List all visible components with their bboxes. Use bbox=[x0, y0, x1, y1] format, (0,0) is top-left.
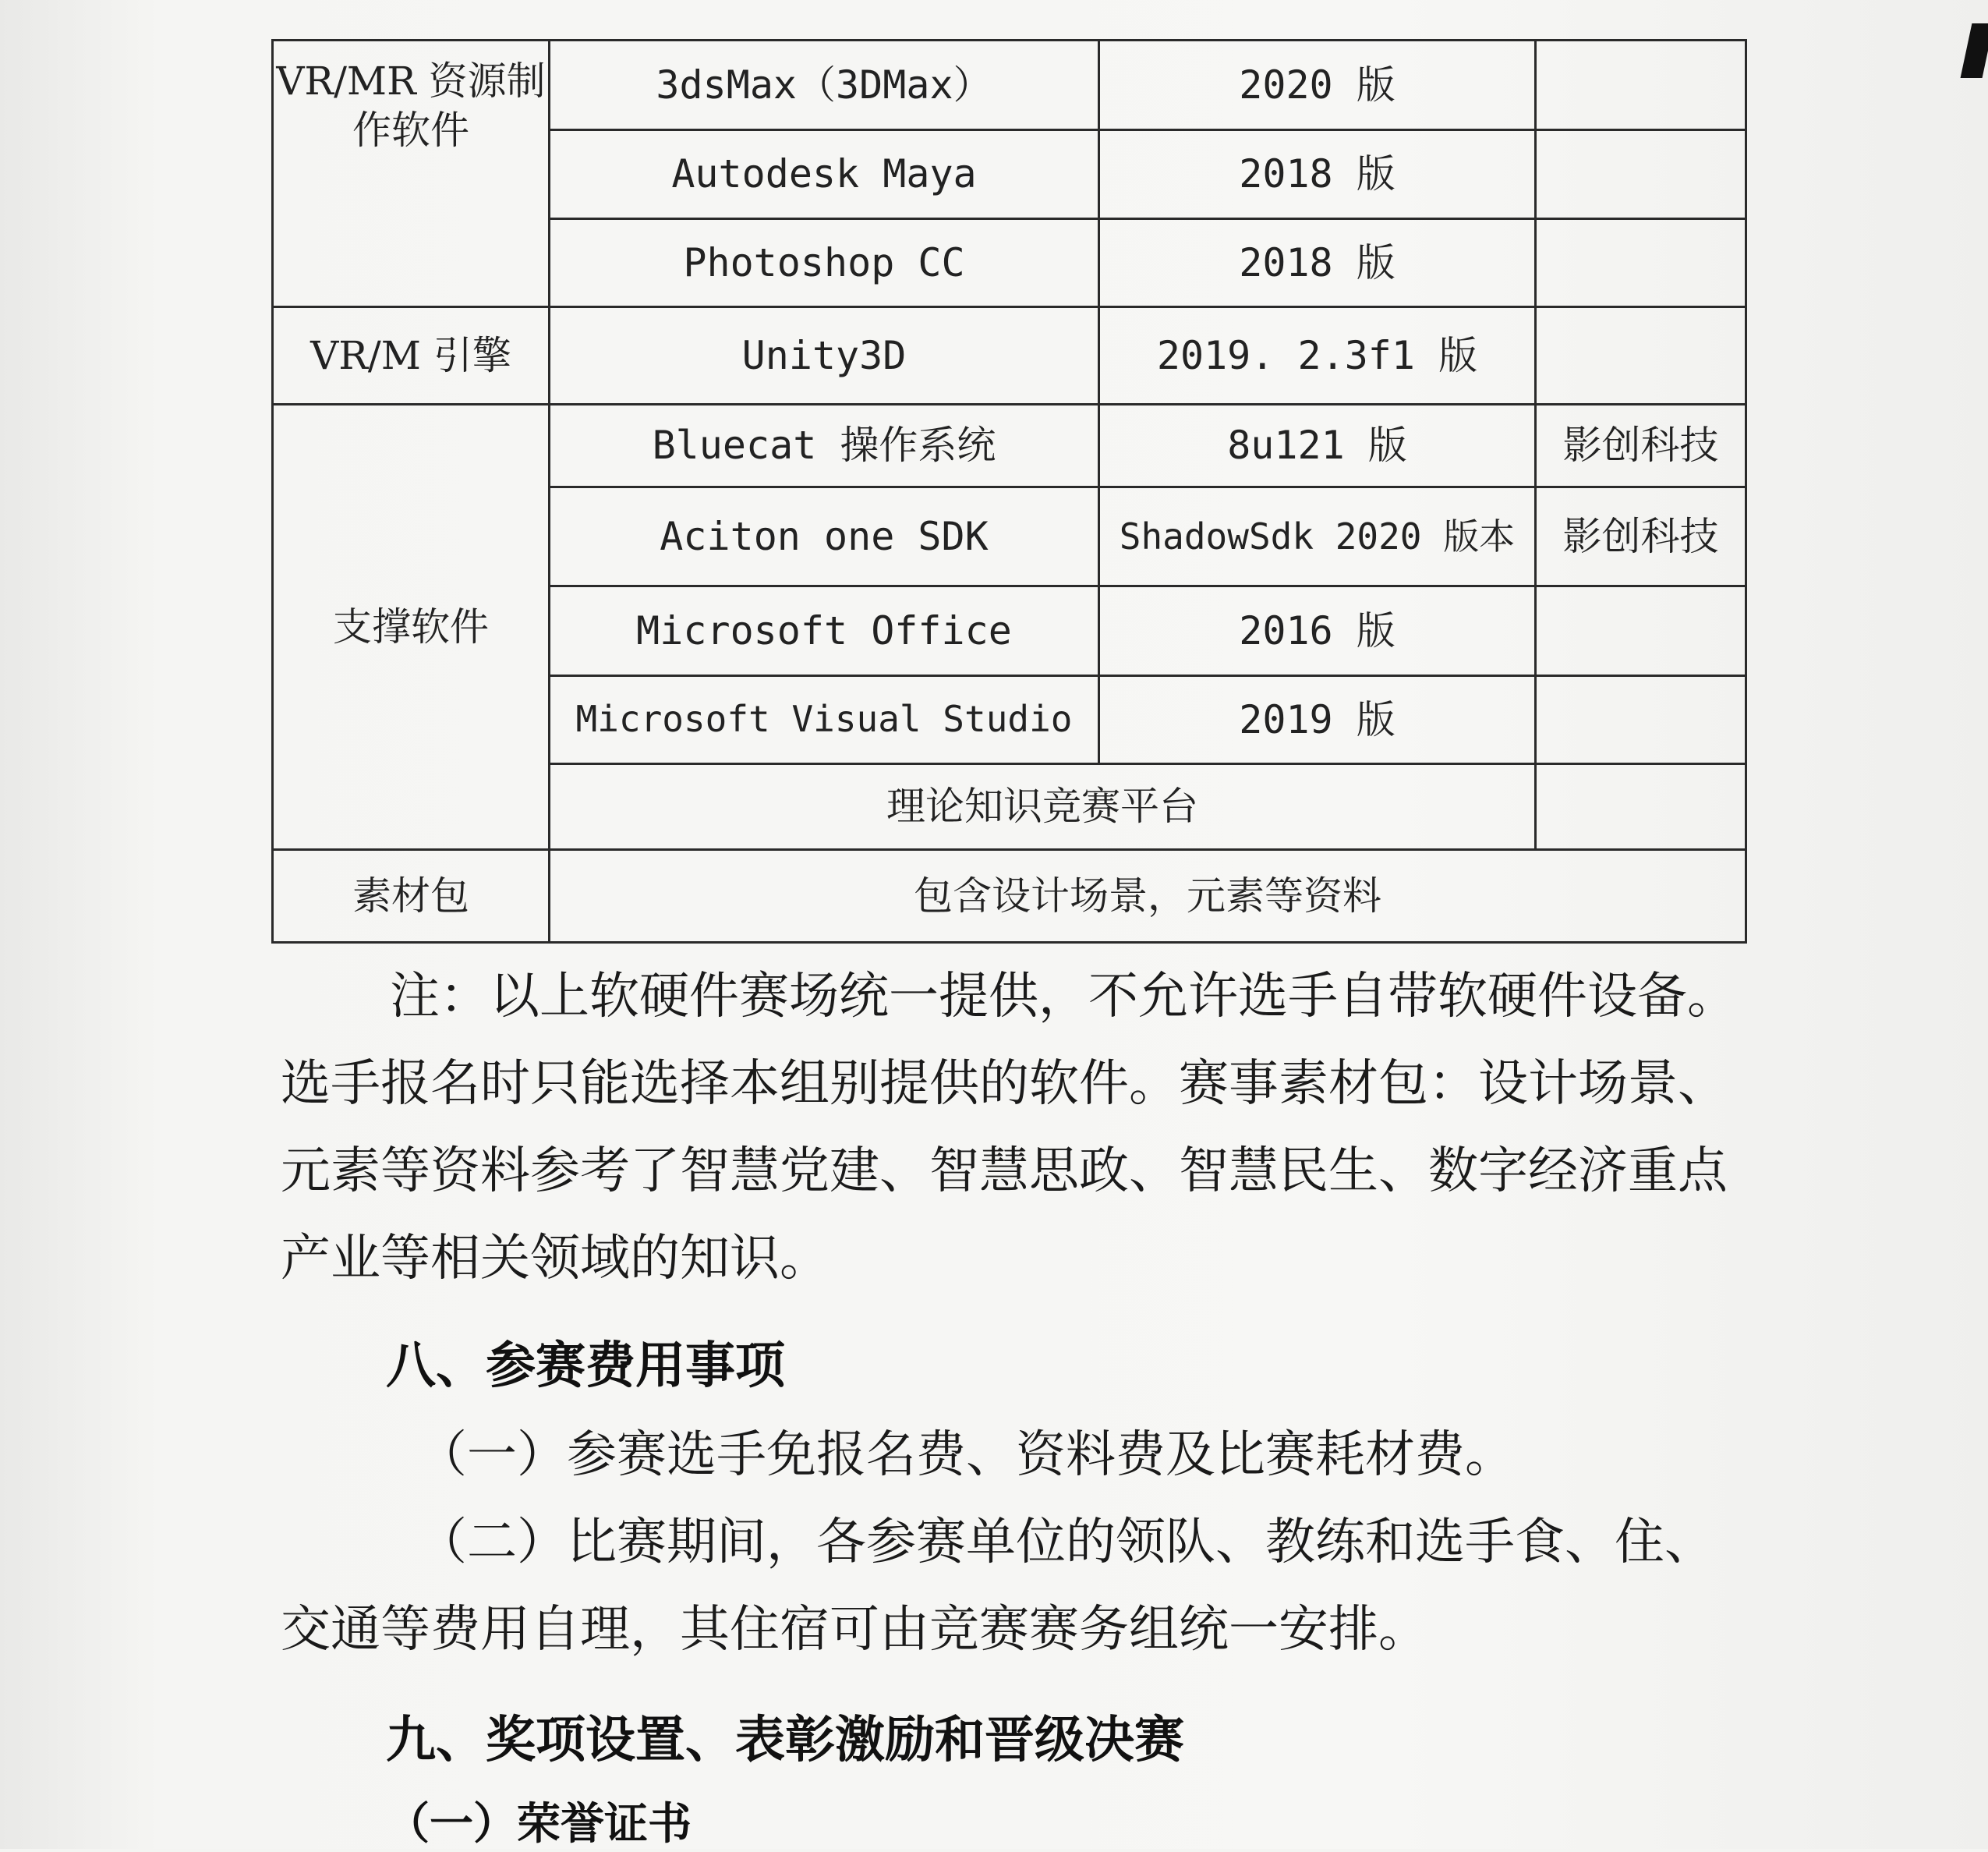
table-row bbox=[273, 306, 1746, 404]
table-row bbox=[273, 41, 1746, 130]
version-cell: ShadowSdk 2020 版本 bbox=[1099, 487, 1536, 586]
software-cell: Bluecat 操作系统 bbox=[550, 404, 1099, 487]
version-cell: 2018 版 bbox=[1099, 219, 1536, 307]
software-cell: Aciton one SDK bbox=[550, 487, 1099, 586]
software-cell: 理论知识竞赛平台 bbox=[550, 763, 1536, 850]
table-row bbox=[273, 404, 1746, 487]
category-cell: 素材包 bbox=[273, 850, 550, 943]
category-cell: VR/MR 资源制作软件 bbox=[273, 41, 550, 307]
category-cell: 支撑软件 bbox=[273, 404, 550, 849]
version-cell: 8u121 版 bbox=[1099, 404, 1536, 487]
note-cell bbox=[1536, 41, 1746, 130]
note-cell: 影创科技 bbox=[1536, 487, 1746, 586]
version-cell: 2020 版 bbox=[1099, 41, 1536, 130]
note-cell bbox=[1536, 586, 1746, 676]
note-cell bbox=[1536, 219, 1746, 307]
note-cell: 影创科技 bbox=[1536, 404, 1746, 487]
software-cell: 包含设计场景，元素等资料 bbox=[550, 850, 1746, 943]
version-cell: 2019. 2.3f1 版 bbox=[1099, 306, 1536, 404]
software-cell: Unity3D bbox=[550, 306, 1099, 404]
section-8-item-1: （一）参赛选手免报名费、资料费及比赛耗材费。 bbox=[417, 1426, 1515, 1484]
note-cell bbox=[1536, 675, 1746, 763]
version-cell: 2016 版 bbox=[1099, 586, 1536, 676]
section-9-subheading-1: （一）荣誉证书 bbox=[386, 1798, 692, 1850]
section-8-item-2: （二）比赛期间，各参赛单位的领队、教练和选手食、住、交通等费用自理，其住宿可由竞赛赛务组统一安排。 bbox=[281, 1514, 1714, 1659]
section-9-heading: 九、奖项设置、表彰激励和晋级决赛 bbox=[386, 1712, 1184, 1769]
note-cell bbox=[1536, 763, 1746, 850]
software-table bbox=[271, 39, 1747, 944]
version-cell: 2019 版 bbox=[1099, 675, 1536, 763]
note-paragraph: 注：以上软硬件赛场统一提供，不允许选手自带软硬件设备。选手报名时只能选择本组别提供的软件。赛事素材包：设计场景、元素等资料参考了智慧党建、智慧思政、智慧民生、数字经济重点产业等相关领域的知识。 bbox=[281, 968, 1737, 1287]
category-cell: VR/M 引擎 bbox=[273, 306, 550, 404]
note-cell bbox=[1536, 129, 1746, 219]
software-cell: Microsoft Office bbox=[550, 586, 1099, 676]
section-8-heading: 八、参赛费用事项 bbox=[386, 1337, 785, 1395]
version-cell: 2018 版 bbox=[1099, 129, 1536, 219]
note-cell bbox=[1536, 306, 1746, 404]
table-row bbox=[273, 850, 1746, 943]
software-cell: Autodesk Maya bbox=[550, 129, 1099, 219]
software-cell: Photoshop CC bbox=[550, 219, 1099, 307]
software-cell: Microsoft Visual Studio bbox=[550, 675, 1099, 763]
software-cell: 3dsMax（3DMax） bbox=[550, 41, 1099, 130]
